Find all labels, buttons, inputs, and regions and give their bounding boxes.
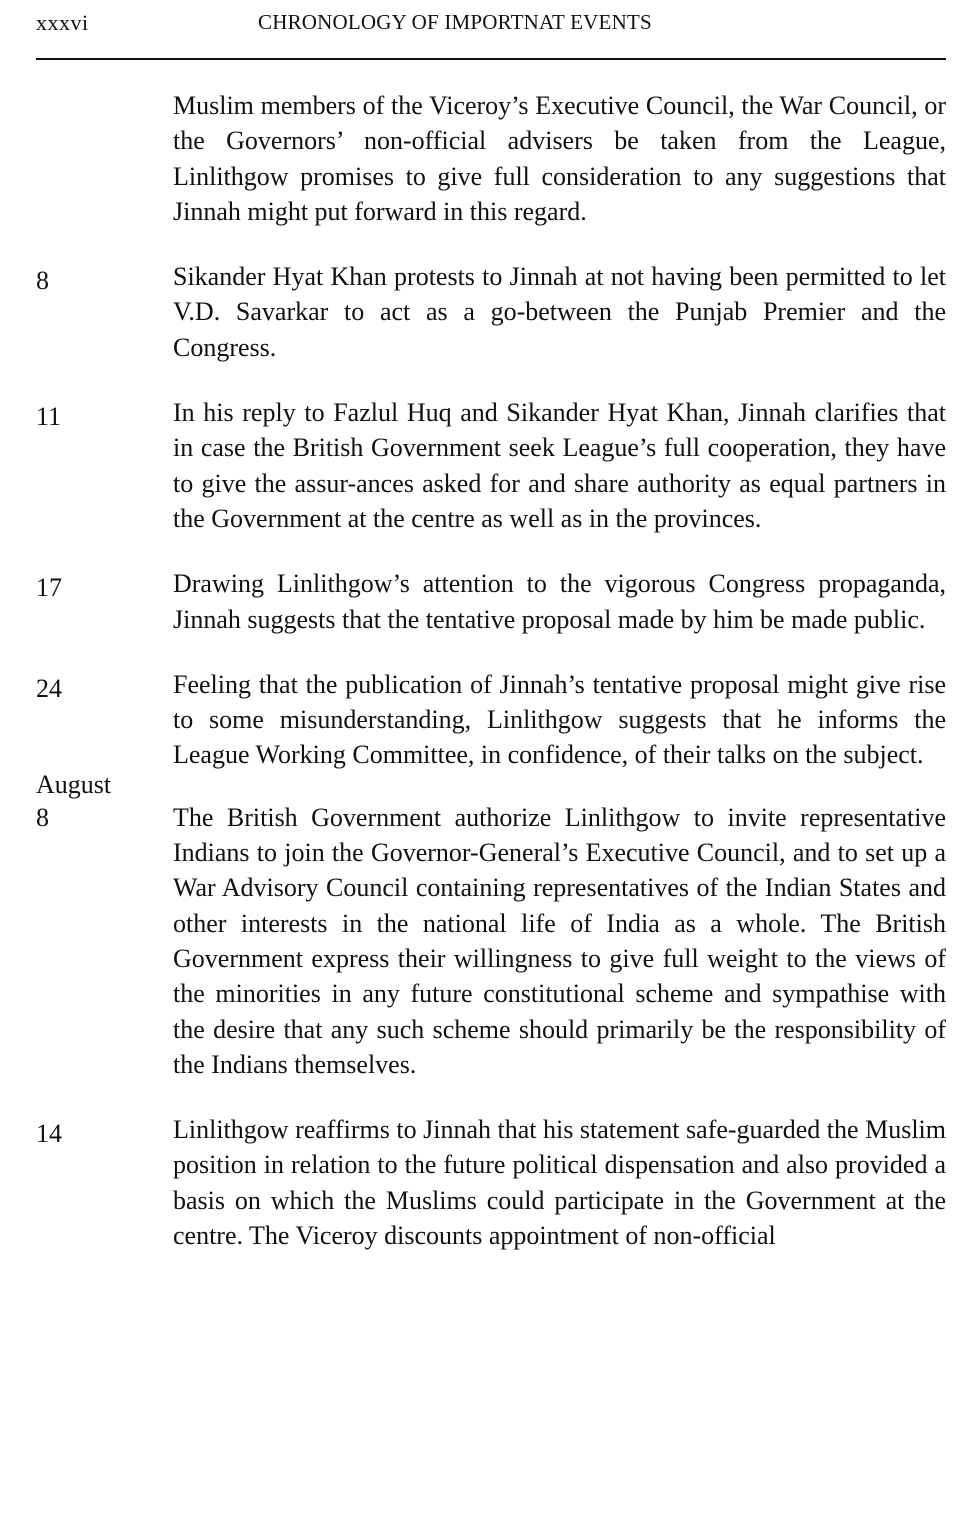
entry-text: Muslim members of the Viceroy’s Executive Council, the War Council, or the Governors’ non-official advisers be taken from the League, Linlithgow promises to give full consideration to any suggestions that Jinnah might put forward in this regard. [173, 91, 946, 226]
entry-text: Linlithgow reaffirms to Jinnah that his statement safe-guarded the Muslim position in relation to the future political dispensation and also provided a basis on which the Muslims could participate in the Government at the centre. The Viceroy discounts appointment of non-official [173, 1115, 946, 1251]
entry-text: Feeling that the publication of Jinnah’s tentative proposal might give rise to some misunderstanding, Linlithgow suggests that he informs the League Working Committee, in confidence, of their talks on the subject. [173, 669, 946, 770]
entry-text: Sikander Hyat Khan protests to Jinnah at not having been permitted to let V.D. Savarkar to act as a go-between the Punjab Premier and the Congress. [173, 262, 946, 362]
entry-date: 8 [36, 266, 49, 296]
chronology-entry [36, 667, 946, 773]
page-number: xxxvi [36, 10, 89, 35]
chronology-entry [36, 566, 946, 637]
entry-date: 17 [36, 573, 62, 603]
chronology-body [36, 88, 946, 1283]
entry-date: 14 [36, 1119, 62, 1149]
entry-date: 8 [36, 802, 49, 832]
entry-date: 11 [36, 402, 62, 432]
month-heading-row [36, 769, 946, 800]
entry-text: The British Government authorize Linlithgow to invite representative Indians to join the Governor-General’s Executive Council, and to set up a War Advisory Council containing representatives of the Indian States and other interests in the national life of India as a whole. The British Government express their willingness to give full weight to the views of the minorities in any future constitutional scheme and sympathise with the desire that any such scheme should primarily be the responsibility of the Indians themselves. [173, 802, 946, 1079]
entry-text: Drawing Linlithgow’s attention to the vigorous Congress propaganda, Jinnah suggests that the tentative proposal made by him be made public. [173, 569, 946, 634]
entry-date [36, 88, 173, 92]
month-heading: August [36, 769, 112, 799]
entry-text: In his reply to Fazlul Huq and Sikander Hyat Khan, Jinnah clarifies that in case the British Government seek League’s full cooperation, they have to give the assur-ances asked for and share authority as equal partners in the Government at the centre as well as in the provinces. [173, 398, 946, 533]
running-title: CHRONOLOGY OF IMPORTNAT EVENTS [258, 10, 652, 34]
running-header [36, 0, 946, 60]
chronology-entry [36, 800, 946, 1082]
chronology-entry [36, 259, 946, 365]
chronology-entry [36, 1112, 946, 1253]
entry-date: 24 [36, 673, 62, 703]
chronology-entry [36, 395, 946, 536]
chronology-entry [36, 88, 946, 229]
